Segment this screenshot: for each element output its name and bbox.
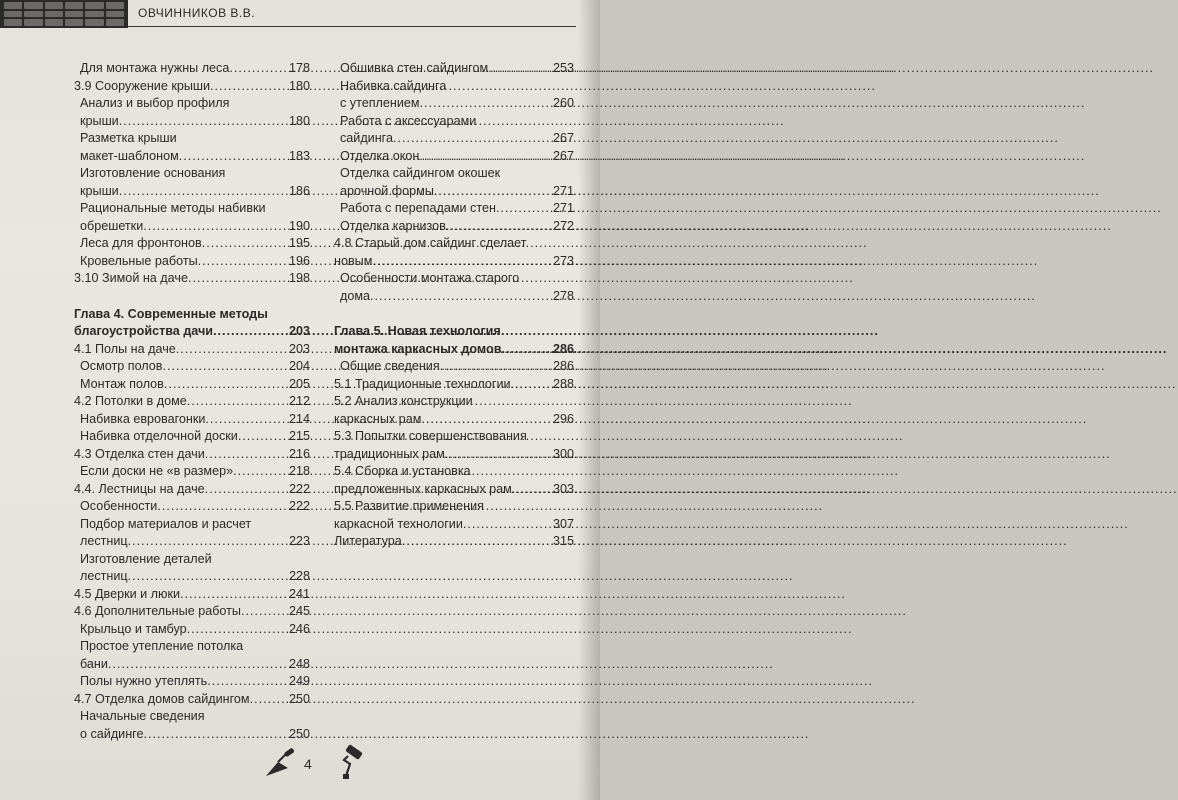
toc-page-number: 272: [552, 218, 574, 233]
toc-entry-text: 4.1 Полы на даче: [74, 341, 176, 356]
toc-entry-text: Крыльцо и тамбур: [80, 621, 187, 636]
toc-entry-text: 5.3 Попытки совершенствования: [334, 429, 527, 443]
toc-entry: [74, 376, 310, 394]
toc-page-number: 195: [288, 236, 310, 250]
dot-leader: [202, 235, 288, 253]
toc-entry: [334, 148, 574, 166]
toc-entry-text: благоустройства дачи: [74, 324, 214, 338]
toc-page-number: 183: [288, 148, 310, 163]
toc-entry-text: Изготовление деталей: [80, 551, 212, 566]
toc-entry-text: обрешетки: [80, 218, 144, 233]
toc-page-number: 250: [288, 691, 310, 706]
toc-entry: [334, 78, 574, 113]
toc-entry-text: монтажа каркасных домов: [334, 341, 502, 356]
toc-page-number: 273: [552, 253, 574, 268]
toc-page-number: 267: [552, 131, 574, 145]
toc-page-number: 186: [288, 183, 310, 198]
dot-leader: [188, 270, 288, 288]
dot-leader: [502, 341, 552, 359]
toc-entry-text: с утеплением: [340, 96, 420, 110]
toc-entry: [74, 708, 310, 743]
toc-entry-text: Если доски не «в размер»: [80, 464, 234, 478]
toc-entry-text: Набивка сайдинга: [340, 78, 447, 93]
toc-page-number: 286: [552, 341, 574, 356]
toc-page-number: 267: [552, 148, 574, 163]
dot-leader: [440, 358, 552, 376]
toc-entry: [334, 463, 574, 498]
toc-page-number: 178: [288, 61, 310, 75]
toc-page-number: 241: [288, 586, 310, 601]
toc-entry-text: Монтаж полов: [80, 376, 164, 391]
toc-entry: [74, 393, 310, 411]
header-rule: [128, 26, 576, 27]
toc-entry: [74, 341, 310, 359]
toc-right-column: [334, 60, 574, 551]
toc-entry: [74, 411, 310, 429]
toc-entry-text: макет-шаблоном: [80, 148, 179, 163]
toc-entry: [334, 270, 574, 305]
toc-entry: [334, 376, 574, 394]
toc-entry: [334, 498, 574, 533]
toc-page-number: 253: [552, 61, 574, 75]
toc-entry: [74, 603, 310, 621]
toc-page-number: 307: [552, 516, 574, 531]
toc-entry-text: Глава 4. Современные методы: [74, 306, 268, 321]
toc-entry: [74, 673, 310, 691]
toc-entry-text: Кровельные работы: [80, 253, 198, 268]
toc-entry-text: Работа с аксессуарами: [340, 113, 477, 128]
toc-entry-text: каркасной технологии: [334, 516, 463, 531]
toc-entry: [74, 428, 310, 446]
toc-entry-text: дома: [340, 288, 371, 303]
toc-entry-text: 4.5 Дверки и люки: [74, 586, 181, 601]
toc-entry-text: новым: [334, 253, 373, 268]
dot-leader: [108, 656, 288, 674]
dot-leader: [119, 113, 288, 131]
toc-entry-text: крыши: [80, 183, 119, 198]
dot-leader: [446, 218, 552, 236]
toc-entry-text: каркасных рам: [334, 411, 422, 426]
toc-entry-text: сайдинга: [340, 131, 393, 145]
toc-entry-text: Рациональные методы набивки: [80, 201, 266, 215]
toc-page-number: 190: [288, 218, 310, 233]
toc-entry: [334, 218, 574, 236]
toc-entry-text: Обшивка стен сайдингом: [340, 61, 489, 75]
toc-page-number: 296: [552, 411, 574, 426]
dot-leader: [512, 481, 552, 499]
chapter-spacer: [74, 288, 310, 306]
toc-entry-text: Особенности монтажа старого: [340, 271, 520, 285]
toc-entry-text: лестниц: [80, 569, 128, 583]
toc-entry-text: 4.2 Потолки в доме: [74, 394, 187, 408]
toc-entry: [74, 691, 310, 709]
dot-leader: [419, 148, 552, 166]
toc-entry: [334, 428, 574, 463]
dot-leader: [402, 533, 552, 551]
page-number: 4: [304, 756, 312, 772]
toc-page-number: 300: [552, 446, 574, 461]
dot-leader: [187, 621, 288, 639]
dot-leader: [420, 95, 552, 113]
dot-leader: [496, 200, 552, 218]
toc-page-number: 278: [552, 288, 574, 303]
toc-entry-text: Набивка отделочной доски: [80, 429, 238, 443]
toc-entry-text: Осмотр полов: [80, 359, 163, 373]
toc-entry-text: Начальные сведения: [80, 709, 205, 723]
toc-page-number: 196: [288, 253, 310, 268]
toc-entry-text: традиционных рам: [334, 446, 445, 461]
toc-entry: [74, 621, 310, 639]
dot-leader: [198, 253, 288, 271]
dot-leader: [143, 218, 288, 236]
dot-leader: [511, 376, 552, 394]
toc-entry: [74, 446, 310, 464]
dot-leader: [119, 183, 288, 201]
toc-page-number: 203: [288, 324, 310, 338]
dot-leader: [162, 358, 288, 376]
toc-entry: [74, 60, 310, 78]
toc-chapter-entry: [334, 323, 574, 358]
toc-entry-text: лестниц: [80, 534, 128, 548]
toc-entry-text: 4.4. Лестницы на даче: [74, 481, 205, 496]
toc-entry: [334, 165, 574, 200]
toc-entry: [74, 270, 310, 288]
toc-page-number: 180: [288, 113, 310, 128]
toc-entry-text: Особенности: [80, 499, 158, 513]
toc-chapter-entry: [74, 306, 310, 341]
dot-leader: [205, 446, 288, 464]
dot-leader: [393, 130, 552, 148]
dot-leader: [210, 78, 288, 96]
dot-leader: [187, 393, 288, 411]
toc-page-number: 248: [288, 656, 310, 671]
toc-page-number: 260: [552, 96, 574, 110]
toc-entry: [74, 638, 310, 673]
toc-entry-text: 4.6 Дополнительные работы: [74, 604, 241, 618]
dot-leader: [144, 726, 288, 744]
dot-leader: [164, 376, 288, 394]
dot-leader: [205, 411, 288, 429]
author-header: ОВЧИННИКОВ В.В.: [138, 6, 256, 20]
toc-left-column: [74, 60, 310, 743]
toc-page-number: 222: [288, 499, 310, 513]
toc-entry: [74, 551, 310, 586]
toc-entry: [74, 498, 310, 516]
toc-page-number: 205: [288, 376, 310, 391]
toc-entry-text: Разметка крыши: [80, 131, 177, 145]
toc-entry-text: бани: [80, 656, 108, 671]
toc-entry: [74, 200, 310, 235]
toc-entry: [74, 165, 310, 200]
toc-entry-text: 3.9 Сооружение крыши: [74, 78, 211, 93]
dot-leader: [250, 691, 288, 709]
dot-leader: [445, 446, 552, 464]
toc-entry-text: Отделка окон: [340, 148, 420, 163]
page-edge-shadow: [578, 0, 600, 800]
toc-entry-text: о сайдинге: [80, 726, 144, 741]
toc-entry-text: 5.4 Сборка и установка: [334, 464, 471, 478]
toc-page-number: 315: [552, 534, 574, 548]
toc-page-number: 250: [288, 726, 310, 741]
toc-page-number: 212: [288, 394, 310, 408]
dot-leader: [180, 586, 288, 604]
toc-entry: [334, 235, 574, 270]
toc-entry-text: Леса для фронтонов: [80, 236, 202, 250]
toc-page-number: 271: [552, 183, 574, 198]
dot-leader: [241, 603, 288, 621]
toc-entry-text: Для монтажа нужны леса: [80, 61, 230, 75]
paint-roller-icon: [332, 746, 368, 780]
toc-page-number: 215: [288, 429, 310, 443]
toc-entry-text: крыши: [80, 113, 119, 128]
toc-page-number: 216: [288, 446, 310, 461]
toc-entry: [74, 95, 310, 130]
toc-page-number: 180: [288, 78, 310, 93]
dot-leader: [128, 533, 288, 551]
toc-entry-text: Простое утепление потолка: [80, 639, 244, 653]
toc-page-number: 214: [288, 411, 310, 426]
dot-leader: [370, 288, 552, 306]
toc-entry: [74, 586, 310, 604]
dot-leader: [207, 673, 288, 691]
toc-entry: [334, 393, 574, 428]
toc-entry: [74, 253, 310, 271]
toc-entry-text: Подбор материалов и расчет: [80, 516, 252, 531]
dot-leader: [157, 498, 288, 516]
toc-entry: [334, 60, 574, 78]
toc-entry-text: 5.5 Развитие применения: [334, 499, 484, 513]
toc-page-number: 228: [288, 569, 310, 583]
toc-entry: [74, 235, 310, 253]
dot-leader: [179, 148, 288, 166]
toc-page-number: 223: [288, 534, 310, 548]
toc-entry-text: 4.7 Отделка домов сайдингом: [74, 691, 250, 706]
toc-page-number: 222: [288, 481, 310, 496]
toc-entry: [74, 516, 310, 551]
toc-entry: [74, 463, 310, 481]
toc-entry: [74, 481, 310, 499]
toc-entry-text: Отделка карнизов: [340, 218, 446, 233]
toc-page-number: 245: [288, 604, 310, 618]
toc-entry-text: Общие сведения: [340, 359, 440, 373]
toc-page-number: 218: [288, 464, 310, 478]
toc-entry: [334, 533, 574, 551]
dot-leader: [229, 60, 288, 78]
toc-entry: [334, 358, 574, 376]
toc-page-number: 246: [288, 621, 310, 636]
toc-page-number: 203: [288, 341, 310, 356]
toc-entry: [74, 358, 310, 376]
dot-leader: [233, 463, 288, 481]
dot-leader: [128, 568, 288, 586]
toc-entry: [334, 113, 574, 148]
dot-leader: [488, 60, 552, 78]
toc-entry-text: арочной формы: [340, 183, 434, 198]
dot-leader: [213, 323, 288, 341]
chapter-spacer: [334, 305, 574, 323]
toc-entry-text: 3.10 Зимой на даче: [74, 271, 188, 285]
dot-leader: [434, 183, 552, 201]
dot-leader: [421, 411, 552, 429]
toc-entry-text: 5.1 Традиционные технологии: [334, 376, 511, 391]
toc-entry-text: Глава 5. Новая технология: [334, 324, 501, 338]
toc-entry-text: Отделка сайдингом окошек: [340, 166, 501, 180]
toc-entry: [74, 130, 310, 165]
toc-entry-text: предложенных каркасных рам: [334, 481, 512, 496]
dot-leader: [463, 516, 552, 534]
toc-page-number: 204: [288, 359, 310, 373]
toc-entry-text: Набивка евровагонки: [80, 411, 206, 426]
trowel-icon: [262, 748, 298, 780]
toc-page-number: 198: [288, 271, 310, 285]
toc-page-number: 286: [552, 359, 574, 373]
dot-leader: [176, 341, 288, 359]
toc-page-number: 271: [552, 201, 574, 215]
toc-entry-text: 5.2 Анализ конструкции: [334, 394, 473, 408]
toc-entry-text: Литература: [334, 534, 402, 548]
dot-leader: [372, 253, 552, 271]
toc-page-number: 303: [552, 481, 574, 496]
toc-entry-text: Полы нужно утеплять: [80, 674, 208, 688]
toc-entry-text: 4.8 Старый дом сайдинг сделает: [334, 236, 527, 250]
toc-entry-text: Анализ и выбор профиля: [80, 96, 230, 110]
toc-page-number: 288: [552, 376, 574, 391]
dot-leader: [205, 481, 288, 499]
brick-pattern-decoration: [0, 0, 128, 28]
toc-entry-text: Изготовление основания: [80, 166, 226, 180]
toc-entry-text: 4.3 Отделка стен дачи: [74, 446, 205, 461]
toc-page-number: 249: [288, 674, 310, 688]
toc-entry: [334, 200, 574, 218]
toc-entry-text: Работа с перепадами стен: [340, 201, 496, 215]
dot-leader: [238, 428, 288, 446]
toc-entry: [74, 78, 310, 96]
